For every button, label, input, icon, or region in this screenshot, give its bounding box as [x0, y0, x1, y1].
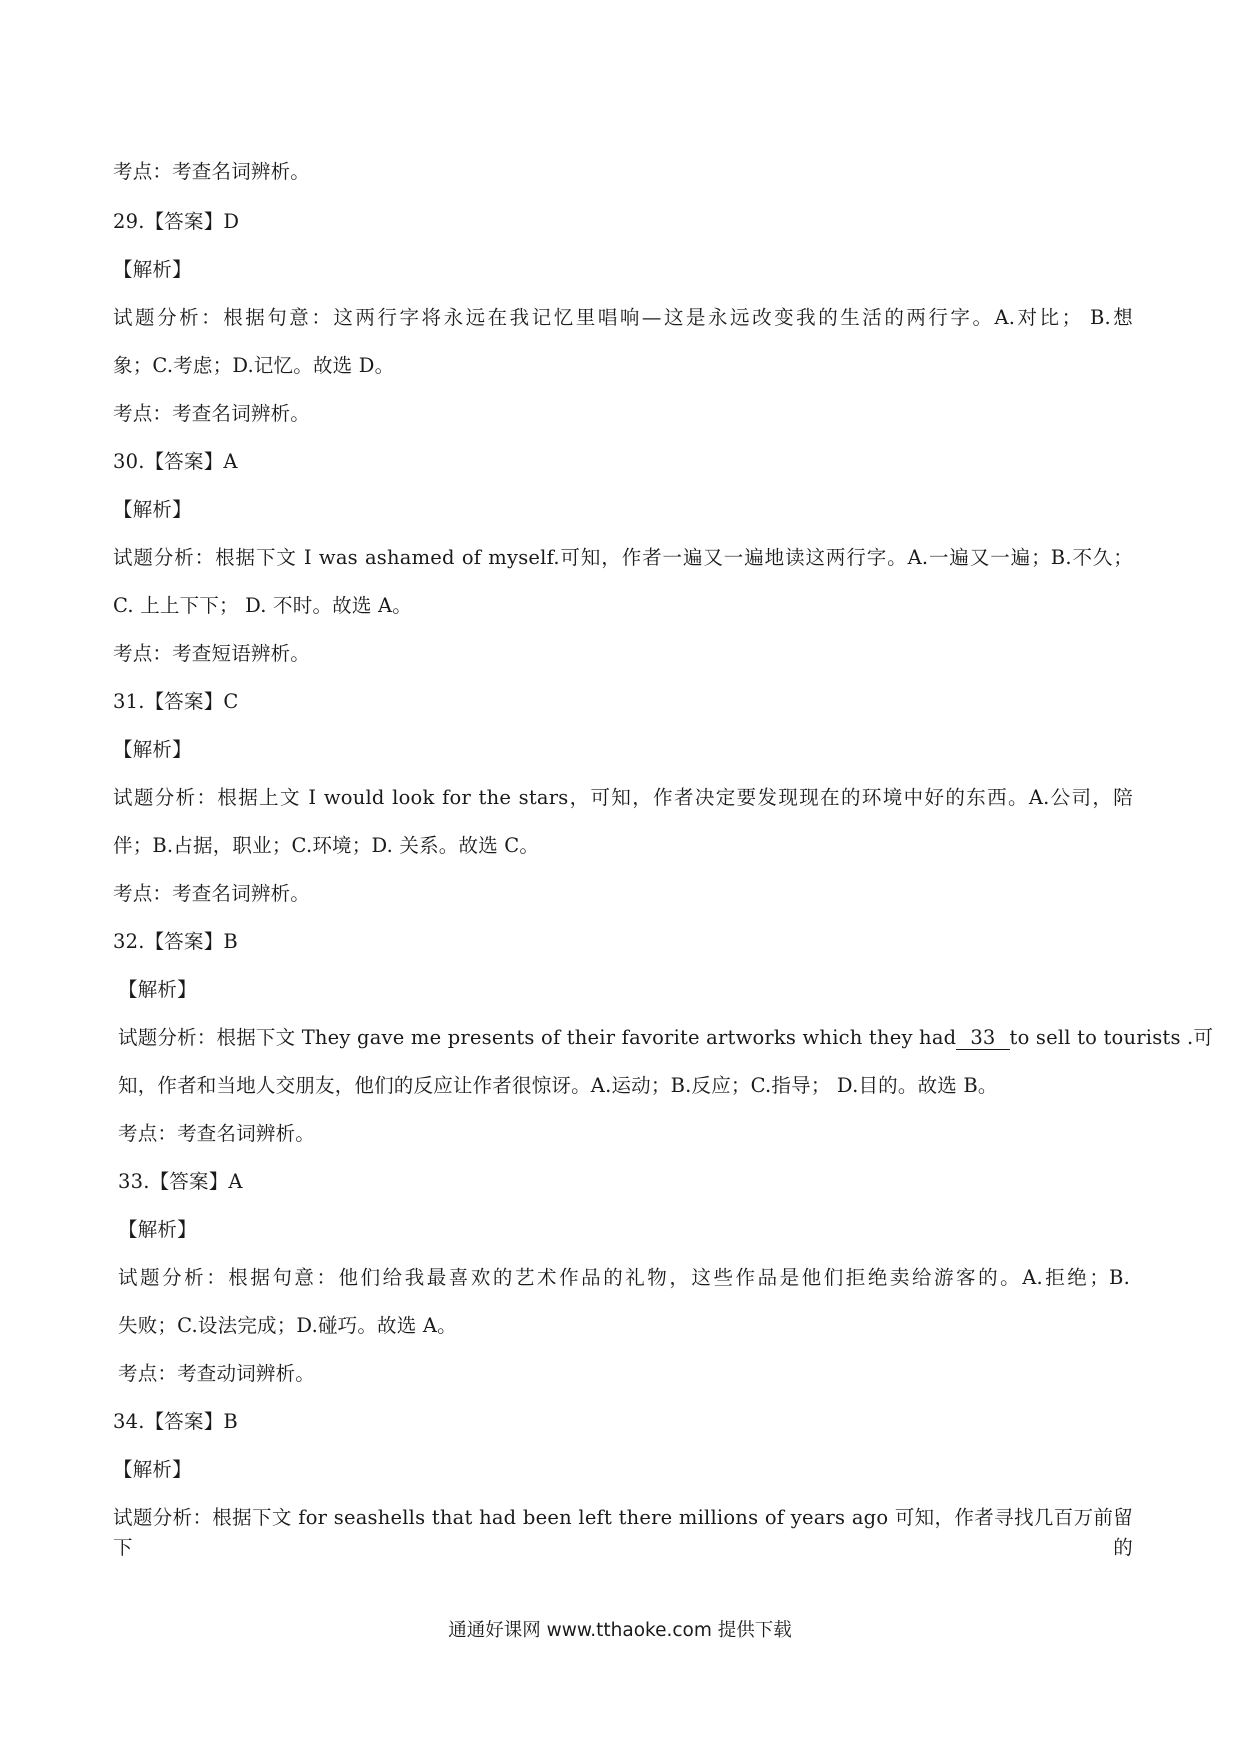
- analysis-text: [118, 1023, 1214, 1053]
- answer-heading-29: 29.【答案】D: [113, 210, 240, 233]
- analysis-heading: 【解析】: [118, 1218, 197, 1241]
- analysis-text: 试题分析：根据句意：他们给我最喜欢的艺术作品的礼物，这些作品是他们拒绝卖给游客的。A.拒绝；B.: [118, 1266, 1130, 1289]
- keypoint-line: 考点：考查短语辨析。: [113, 642, 311, 665]
- analysis-text: 试题分析：根据下文 for seashells that had been left there millions of years ago 可知，作者寻找几百万前留下的: [113, 1506, 1133, 1559]
- answer-heading-33: 33.【答案】A: [118, 1170, 243, 1193]
- answer-heading-31: 31.【答案】C: [113, 690, 239, 713]
- answer-heading-30: 30.【答案】A: [113, 450, 238, 473]
- keypoint-line: 考点：考查名词辨析。: [113, 402, 311, 425]
- analysis-text: C. 上上下下； D. 不时。故选 A。: [113, 594, 412, 617]
- analysis-text: 试题分析：根据句意：这两行字将永远在我记忆里唱响—这是永远改变我的生活的两行字。A.对比； B.想: [113, 306, 1133, 329]
- analysis-text: 伴；B.占据，职业；C.环境；D. 关系。故选 C。: [113, 834, 540, 857]
- analysis-text: 失败；C.设法完成；D.碰巧。故选 A。: [118, 1314, 457, 1337]
- analysis-text-part: 试题分析：根据下文 They gave me presents of their favorite artworks which they had: [118, 1026, 957, 1049]
- analysis-text: 试题分析：根据下文 I was ashamed of myself.可知，作者一遍又一遍地读这两行字。A.一遍又一遍；B.不久；: [113, 546, 1133, 569]
- analysis-text: 象；C.考虑；D.记忆。故选 D。: [113, 354, 395, 377]
- analysis-heading: 【解析】: [113, 258, 192, 281]
- analysis-text: 知，作者和当地人交朋友，他们的反应让作者很惊讶。A.运动；B.反应；C.指导； D.目的。故选 B。: [118, 1074, 998, 1097]
- analysis-text-part: to sell to tourists .可: [1009, 1026, 1214, 1049]
- analysis-heading: 【解析】: [113, 498, 192, 521]
- answer-heading-34: 34.【答案】B: [113, 1410, 238, 1433]
- analysis-text: 试题分析：根据上文 I would look for the stars，可知，作者决定要发现现在的环境中好的东西。A.公司，陪: [113, 786, 1133, 809]
- fill-in-blank: 33: [956, 1027, 1009, 1050]
- answer-heading-32: 32.【答案】B: [113, 930, 238, 953]
- keypoint-line: 考点：考查动词辨析。: [118, 1362, 316, 1385]
- keypoint-line: 考点：考查名词辨析。: [113, 160, 311, 183]
- analysis-heading: 【解析】: [118, 978, 197, 1001]
- keypoint-line: 考点：考查名词辨析。: [118, 1122, 316, 1145]
- page-footer: 通通好课网 www.tthaoke.com 提供下载: [448, 1620, 792, 1641]
- analysis-heading: 【解析】: [113, 738, 192, 761]
- keypoint-line: 考点：考查名词辨析。: [113, 882, 311, 905]
- analysis-heading: 【解析】: [113, 1458, 192, 1481]
